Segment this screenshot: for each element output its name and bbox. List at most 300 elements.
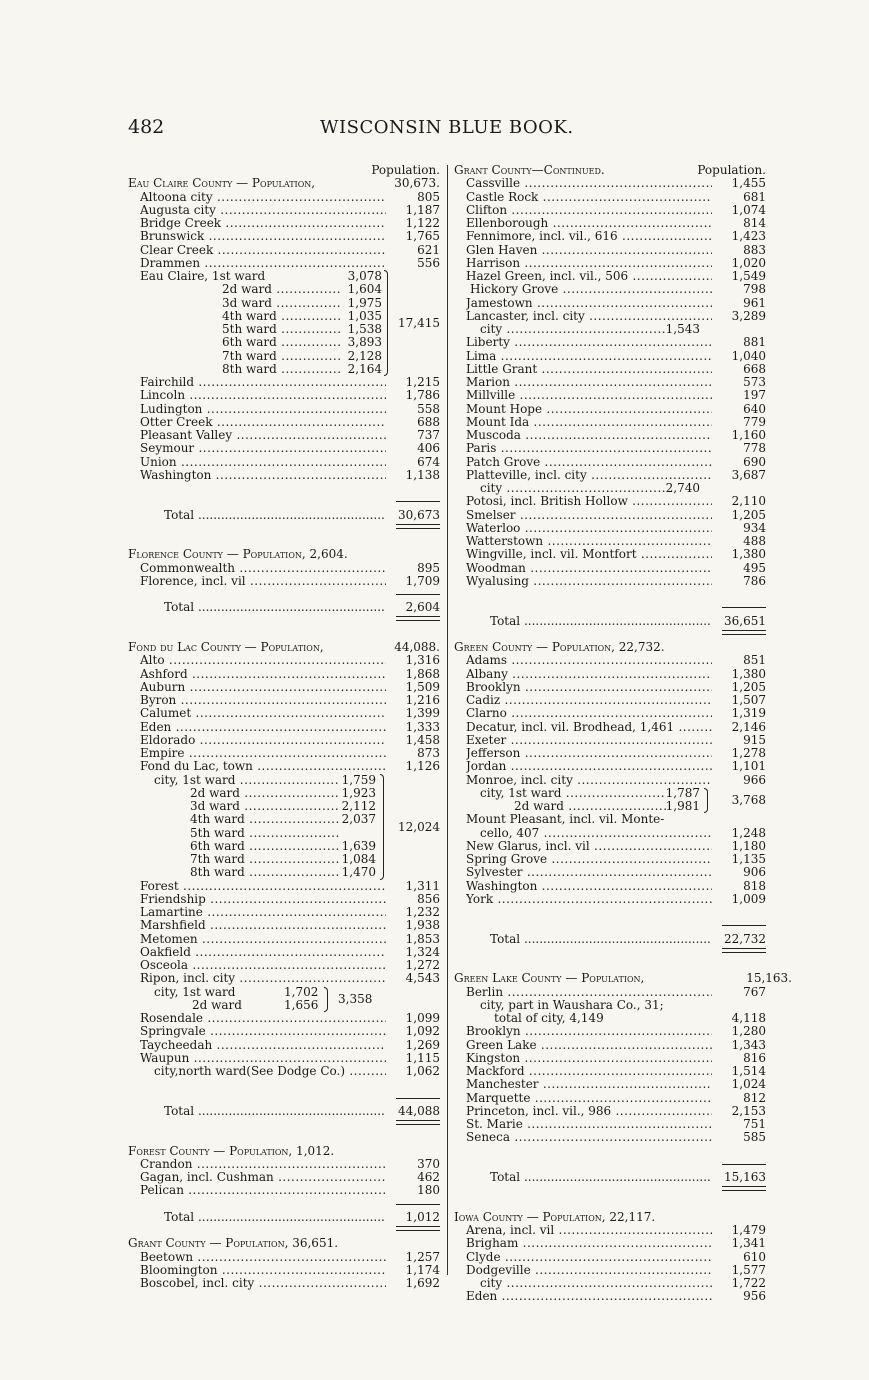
place-name: Boscobel, incl. city ..... bbox=[140, 1277, 386, 1290]
place-name: city ..... bbox=[480, 1277, 712, 1290]
total-label: Total ..... bbox=[164, 601, 386, 614]
total-rule-top bbox=[128, 1198, 440, 1211]
page-number: 482 bbox=[128, 116, 165, 138]
population-value: 1,316 bbox=[405, 653, 440, 668]
population-value: 778 bbox=[743, 441, 766, 456]
population-value: 798 bbox=[743, 282, 766, 297]
place-name: Crandon ..... bbox=[140, 1158, 386, 1171]
population-value: 816 bbox=[743, 1050, 766, 1065]
city-total: 3,768 bbox=[731, 792, 766, 807]
population-value: 1,514 bbox=[731, 1064, 766, 1078]
population-value: 495 bbox=[743, 560, 766, 575]
population-value: 1,938 bbox=[405, 918, 440, 933]
population-value: 690 bbox=[743, 454, 766, 469]
table-row bbox=[454, 1065, 766, 1078]
total-row bbox=[128, 601, 440, 614]
place-name: Fennimore, incl. vil., 616 ..... bbox=[466, 230, 712, 243]
population-value: 1,074 bbox=[731, 202, 766, 217]
population-header: Population. bbox=[697, 163, 766, 177]
place-name: Beetown ..... bbox=[140, 1251, 386, 1264]
place-name: Brigham ..... bbox=[466, 1237, 712, 1250]
county-title: Eau Claire County — Population, bbox=[128, 176, 316, 191]
place-name: Rosendale ..... bbox=[140, 1012, 386, 1025]
place-name: Drammen ..... bbox=[140, 257, 386, 270]
ward-value: 3,078 bbox=[347, 269, 382, 283]
table-row bbox=[454, 230, 766, 243]
county-header bbox=[128, 548, 440, 561]
table-row bbox=[454, 893, 766, 906]
county-title: Fond du Lac County — Population, bbox=[128, 640, 324, 654]
table-row bbox=[128, 191, 440, 204]
population-value: 751 bbox=[743, 1117, 766, 1131]
ward-value: 1,035 bbox=[347, 308, 382, 323]
ward-row bbox=[128, 310, 440, 323]
ward-value: 2,740 bbox=[665, 481, 700, 495]
table-row bbox=[128, 389, 440, 402]
place-name: Empire ..... bbox=[140, 747, 386, 760]
table-row bbox=[454, 336, 766, 349]
ward-name: 7th ward ..... bbox=[222, 350, 340, 363]
county-header bbox=[128, 177, 440, 190]
total-value: 36,651 bbox=[724, 613, 766, 628]
population-value: 779 bbox=[743, 414, 766, 429]
table-row bbox=[128, 1264, 440, 1277]
ward-row bbox=[128, 774, 440, 787]
ward-value: 1,543 bbox=[665, 322, 700, 336]
table-row bbox=[128, 1039, 440, 1052]
place-name: Adams ..... bbox=[466, 654, 712, 667]
place-name: Wingville, incl. vil. Montfort ..... bbox=[466, 548, 712, 561]
place-name: Eden ..... bbox=[140, 721, 386, 734]
place-name: Glen Haven ..... bbox=[466, 244, 712, 257]
ward-row bbox=[454, 482, 766, 495]
table-row bbox=[454, 297, 766, 310]
table-row bbox=[128, 668, 440, 681]
place-name: Oakfield ..... bbox=[140, 946, 386, 959]
population-value: 851 bbox=[743, 653, 766, 668]
table-row bbox=[454, 1277, 766, 1290]
ward-name: 6th ward ..... bbox=[190, 840, 340, 853]
population-value: 1,232 bbox=[405, 905, 440, 919]
table-row bbox=[454, 522, 766, 535]
population-value: 737 bbox=[417, 428, 440, 442]
place-name: York ..... bbox=[466, 893, 712, 906]
table-row bbox=[454, 827, 766, 840]
population-value: 881 bbox=[743, 335, 766, 350]
county-population: 30,673. bbox=[394, 176, 440, 191]
table-row bbox=[454, 350, 766, 363]
place-name: Jefferson ..... bbox=[466, 747, 712, 760]
table-row bbox=[454, 442, 766, 455]
place-name: total of city, 4,149 bbox=[494, 1011, 604, 1025]
total-row bbox=[128, 1211, 440, 1224]
population-value: 915 bbox=[743, 732, 766, 747]
population-value: 1,138 bbox=[405, 467, 440, 482]
population-value: 1,216 bbox=[405, 693, 440, 707]
table-row bbox=[454, 986, 766, 999]
population-value: 640 bbox=[743, 401, 766, 416]
population-value: 2,110 bbox=[731, 494, 766, 509]
table-row bbox=[454, 1012, 766, 1025]
ward-value: 1,538 bbox=[347, 322, 382, 336]
table-row bbox=[454, 1131, 766, 1144]
population-value: 1,205 bbox=[731, 679, 766, 694]
population-value: 1,709 bbox=[405, 573, 440, 588]
population-value: 934 bbox=[743, 520, 766, 535]
table-row bbox=[454, 469, 766, 482]
table-row bbox=[128, 562, 440, 575]
table-row bbox=[454, 1251, 766, 1264]
table-row bbox=[128, 681, 440, 694]
ward-value: 2,112 bbox=[341, 799, 376, 813]
population-value: 1,423 bbox=[731, 229, 766, 244]
table-row bbox=[454, 840, 766, 853]
place-name: Metomen ..... bbox=[140, 933, 386, 946]
population-value: 1,215 bbox=[405, 375, 440, 389]
place-name: Ashford ..... bbox=[140, 668, 386, 681]
table-row bbox=[454, 283, 766, 296]
table-row bbox=[454, 389, 766, 402]
table-row bbox=[128, 880, 440, 893]
ward-name: 2d ward ..... bbox=[514, 800, 666, 813]
population-value: 956 bbox=[743, 1289, 766, 1304]
table-row bbox=[454, 310, 766, 323]
population-value: 1,272 bbox=[405, 958, 440, 972]
county-title: Green County — Population, 22,732. bbox=[454, 640, 665, 654]
ward-row bbox=[128, 866, 440, 879]
ward-name: city, 1st ward ..... bbox=[480, 787, 666, 800]
population-value: 1,248 bbox=[731, 825, 766, 840]
place-name: Ripon, incl. city ..... bbox=[140, 972, 386, 985]
ward-row bbox=[128, 787, 440, 800]
place-name: Pleasant Valley ..... bbox=[140, 429, 386, 442]
table-row bbox=[128, 1025, 440, 1038]
place-name: Marion ..... bbox=[466, 376, 712, 389]
place-name: Fairchild ..... bbox=[140, 376, 386, 389]
table-row bbox=[128, 946, 440, 959]
table-row bbox=[128, 933, 440, 946]
population-value: 1,324 bbox=[405, 944, 440, 959]
place-name: Eldorado ..... bbox=[140, 734, 386, 747]
population-value: 1,160 bbox=[731, 428, 766, 442]
population-value: 818 bbox=[743, 878, 766, 893]
table-row bbox=[454, 416, 766, 429]
place-name: St. Marie ..... bbox=[466, 1118, 712, 1131]
table-row bbox=[454, 880, 766, 893]
place-name: Augusta city ..... bbox=[140, 204, 386, 217]
place-name: Seymour ..... bbox=[140, 442, 386, 455]
table-row bbox=[128, 972, 440, 985]
table-row bbox=[454, 668, 766, 681]
population-value: 1,868 bbox=[405, 666, 440, 681]
ward-value: 3,893 bbox=[347, 335, 382, 350]
population-value: 1,269 bbox=[405, 1037, 440, 1052]
population-value: 1,062 bbox=[405, 1064, 440, 1078]
ward-value: 1,604 bbox=[347, 282, 382, 297]
population-value: 856 bbox=[417, 891, 440, 906]
ward-value: 1,470 bbox=[341, 865, 376, 880]
place-name: Fond du Lac, town ..... bbox=[140, 760, 386, 773]
total-value: 44,088 bbox=[398, 1103, 440, 1118]
place-name: Spring Grove ..... bbox=[466, 853, 712, 866]
population-value: 1,380 bbox=[731, 666, 766, 681]
ward-name: 8th ward ..... bbox=[190, 866, 340, 879]
ward-value: 1,975 bbox=[347, 295, 382, 310]
county-title: Grant County—Continued. bbox=[454, 163, 605, 177]
table-row bbox=[128, 1277, 440, 1290]
ward-name: 7th ward ..... bbox=[190, 853, 340, 866]
population-value: 1,040 bbox=[731, 348, 766, 363]
table-row bbox=[128, 403, 440, 416]
total-row bbox=[454, 933, 766, 946]
table-row bbox=[128, 734, 440, 747]
table-row bbox=[128, 919, 440, 932]
ward-row bbox=[128, 853, 440, 866]
place-name: Lima ..... bbox=[466, 350, 712, 363]
total-row bbox=[454, 1171, 766, 1184]
population-value: 1,205 bbox=[731, 507, 766, 522]
place-name: Hazel Green, incl. vil., 506 ..... bbox=[466, 270, 712, 283]
place-name: Lamartine ..... bbox=[140, 906, 386, 919]
county-header bbox=[128, 1145, 440, 1158]
table-row bbox=[454, 363, 766, 376]
table-row bbox=[128, 906, 440, 919]
table-row bbox=[128, 959, 440, 972]
total-row bbox=[454, 615, 766, 628]
table-row bbox=[128, 1158, 440, 1171]
population-value: 786 bbox=[743, 573, 766, 588]
city-total: 17,415 bbox=[398, 316, 440, 330]
place-name: New Glarus, incl. vil ..... bbox=[466, 840, 712, 853]
ward-row bbox=[128, 283, 440, 296]
population-value: 610 bbox=[743, 1249, 766, 1264]
population-value: 1,180 bbox=[731, 838, 766, 853]
place-name: Marshfield ..... bbox=[140, 919, 386, 932]
ward-value: 2,128 bbox=[347, 348, 382, 363]
population-value: 180 bbox=[417, 1183, 440, 1198]
total-label: Total ..... bbox=[490, 1171, 712, 1184]
table-row bbox=[454, 257, 766, 270]
place-name: Friendship ..... bbox=[140, 893, 386, 906]
table-row bbox=[128, 760, 440, 773]
text-row bbox=[454, 999, 766, 1012]
table-row bbox=[454, 1025, 766, 1038]
table-row bbox=[128, 893, 440, 906]
population-value: 873 bbox=[417, 746, 440, 760]
place-name: Taycheedah ..... bbox=[140, 1039, 386, 1052]
place-name: Wyalusing ..... bbox=[466, 575, 712, 588]
table-row bbox=[454, 1224, 766, 1237]
population-value: 1,187 bbox=[405, 202, 440, 217]
population-value: 558 bbox=[417, 401, 440, 416]
place-name: Auburn ..... bbox=[140, 681, 386, 694]
total-label: Total ..... bbox=[490, 933, 712, 946]
county-header bbox=[454, 971, 792, 986]
county-title: Green Lake County — Population, bbox=[454, 971, 645, 986]
total-value: 30,673 bbox=[398, 507, 440, 522]
table-row bbox=[128, 442, 440, 455]
county-header bbox=[128, 1237, 440, 1250]
table-row bbox=[454, 694, 766, 707]
table-row bbox=[128, 1184, 440, 1197]
place-name: Alto ..... bbox=[140, 654, 386, 667]
table-row bbox=[454, 535, 766, 548]
population-value: 1,135 bbox=[731, 852, 766, 866]
population-value: 688 bbox=[417, 414, 440, 429]
population-value: 767 bbox=[743, 984, 766, 999]
table-row bbox=[454, 429, 766, 442]
table-row bbox=[454, 177, 766, 190]
place-name: Washington ..... bbox=[140, 469, 386, 482]
table-row bbox=[128, 707, 440, 720]
place-name: Patch Grove ..... bbox=[466, 456, 712, 469]
population-value: 556 bbox=[417, 255, 440, 270]
place-name: Woodman ..... bbox=[466, 562, 712, 575]
place-name: Harrison ..... bbox=[466, 257, 712, 270]
table-row bbox=[454, 548, 766, 561]
population-value: 681 bbox=[743, 189, 766, 204]
population-value: 1,278 bbox=[731, 746, 766, 760]
table-row bbox=[454, 376, 766, 389]
place-name: Seneca ..... bbox=[466, 1131, 712, 1144]
population-value: 1,577 bbox=[731, 1262, 766, 1277]
population-value: 1,786 bbox=[405, 388, 440, 403]
place-name: Brunswick ..... bbox=[140, 230, 386, 243]
place-name: Mackford ..... bbox=[466, 1065, 712, 1078]
ward-value: 1,656 bbox=[284, 997, 319, 1012]
place-name: cello, 407 ..... bbox=[480, 827, 712, 840]
population-value: 906 bbox=[743, 865, 766, 880]
table-row bbox=[128, 204, 440, 217]
table-row bbox=[128, 721, 440, 734]
place-name: Ludington ..... bbox=[140, 403, 386, 416]
total-rule-top bbox=[454, 919, 766, 932]
ward-name: city, 1st ward ..... bbox=[154, 774, 340, 787]
table-row bbox=[128, 747, 440, 760]
ward-row bbox=[128, 800, 440, 813]
place-name: Mount Ida ..... bbox=[466, 416, 712, 429]
place-name: Altoona city ..... bbox=[140, 191, 386, 204]
table-row bbox=[454, 774, 766, 787]
population-value: 1,509 bbox=[405, 679, 440, 694]
place-name: Potosi, incl. British Hollow ..... bbox=[466, 495, 712, 508]
population-value: 674 bbox=[417, 454, 440, 469]
place-name: Liberty ..... bbox=[466, 336, 712, 349]
population-value: 1,092 bbox=[405, 1024, 440, 1039]
ward-row bbox=[128, 999, 440, 1012]
place-name: Monroe, incl. city ..... bbox=[466, 774, 712, 787]
place-name: Exeter ..... bbox=[466, 734, 712, 747]
place-name: Jordan ..... bbox=[466, 760, 712, 773]
population-value: 1,024 bbox=[731, 1077, 766, 1092]
place-name: Cassville ..... bbox=[466, 177, 712, 190]
county-title: Forest County — Population, 1,012. bbox=[128, 1143, 335, 1158]
population-value: 1,101 bbox=[731, 759, 766, 774]
total-value: 1,012 bbox=[405, 1209, 440, 1224]
table-row bbox=[454, 1264, 766, 1277]
population-value: 1,099 bbox=[405, 1011, 440, 1025]
place-name: Clifton ..... bbox=[466, 204, 712, 217]
place-name: Millville ..... bbox=[466, 389, 712, 402]
table-row bbox=[454, 495, 766, 508]
place-name: city ..... bbox=[480, 482, 666, 495]
population-value: 406 bbox=[417, 441, 440, 456]
table-row bbox=[454, 866, 766, 879]
ward-value: 2,037 bbox=[341, 812, 376, 827]
ward-row bbox=[128, 840, 440, 853]
city-total: 3,358 bbox=[338, 991, 373, 1006]
total-rule-top bbox=[128, 1092, 440, 1105]
county-title: Grant County — Population, 36,651. bbox=[128, 1236, 339, 1251]
table-row bbox=[454, 1290, 766, 1303]
table-row bbox=[454, 456, 766, 469]
total-value: 22,732 bbox=[724, 931, 766, 946]
population-value: 966 bbox=[743, 772, 766, 787]
place-name: Kingston ..... bbox=[466, 1052, 712, 1065]
population-value: 1,020 bbox=[731, 255, 766, 270]
population-value: 1,722 bbox=[731, 1276, 766, 1290]
row-text: Mount Pleasant, incl. vil. Monte- bbox=[466, 812, 665, 827]
population-value: 1,115 bbox=[405, 1050, 440, 1065]
population-value: 1,692 bbox=[405, 1276, 440, 1290]
place-name: Clyde ..... bbox=[466, 1251, 712, 1264]
ward-name: 2d ward ..... bbox=[222, 283, 340, 296]
population-value: 1,455 bbox=[731, 176, 766, 191]
population-value: 1,507 bbox=[731, 693, 766, 707]
total-value: 15,163 bbox=[724, 1170, 766, 1184]
population-value: 1,009 bbox=[731, 891, 766, 906]
table-row bbox=[454, 1052, 766, 1065]
table-row bbox=[454, 734, 766, 747]
table-row bbox=[128, 230, 440, 243]
place-name: Cadiz ..... bbox=[466, 694, 712, 707]
population-value: 1,458 bbox=[405, 732, 440, 747]
population-value: 883 bbox=[743, 242, 766, 257]
page-title: WISCONSIN BLUE BOOK. bbox=[320, 117, 574, 138]
county-title: Florence County — Population, 2,604. bbox=[128, 547, 348, 562]
place-name: Gagan, incl. Cushman ..... bbox=[140, 1171, 386, 1184]
table-row bbox=[454, 1078, 766, 1091]
place-name: Forest ..... bbox=[140, 880, 386, 893]
table-row bbox=[454, 1105, 766, 1118]
population-value: 488 bbox=[743, 534, 766, 548]
table-row bbox=[454, 853, 766, 866]
ward-value: 2,164 bbox=[347, 361, 382, 376]
column-divider bbox=[447, 165, 448, 1275]
ward-value: 1,787 bbox=[665, 785, 700, 800]
table-row bbox=[454, 217, 766, 230]
total-rule-top bbox=[128, 588, 440, 601]
population-value: 1,311 bbox=[405, 878, 440, 893]
place-name: Green Lake ..... bbox=[466, 1039, 712, 1052]
total-row bbox=[128, 509, 440, 522]
population-value: 961 bbox=[743, 295, 766, 310]
population-header-row bbox=[128, 164, 440, 177]
population-value: 585 bbox=[743, 1130, 766, 1145]
population-value: 370 bbox=[417, 1156, 440, 1171]
table-row bbox=[128, 1065, 440, 1078]
row-text: city, part in Waushara Co., 31; bbox=[480, 997, 664, 1012]
ward-value: 1,702 bbox=[284, 984, 319, 999]
ward-row bbox=[128, 363, 440, 376]
text-row bbox=[454, 813, 766, 826]
place-name: Waupun ..... bbox=[140, 1052, 386, 1065]
place-name: Clear Creek ..... bbox=[140, 244, 386, 257]
population-value: 668 bbox=[743, 361, 766, 376]
population-value: 3,687 bbox=[731, 467, 766, 482]
county-population: 15,163. bbox=[746, 971, 792, 986]
place-name: Jamestown ..... bbox=[466, 297, 712, 310]
